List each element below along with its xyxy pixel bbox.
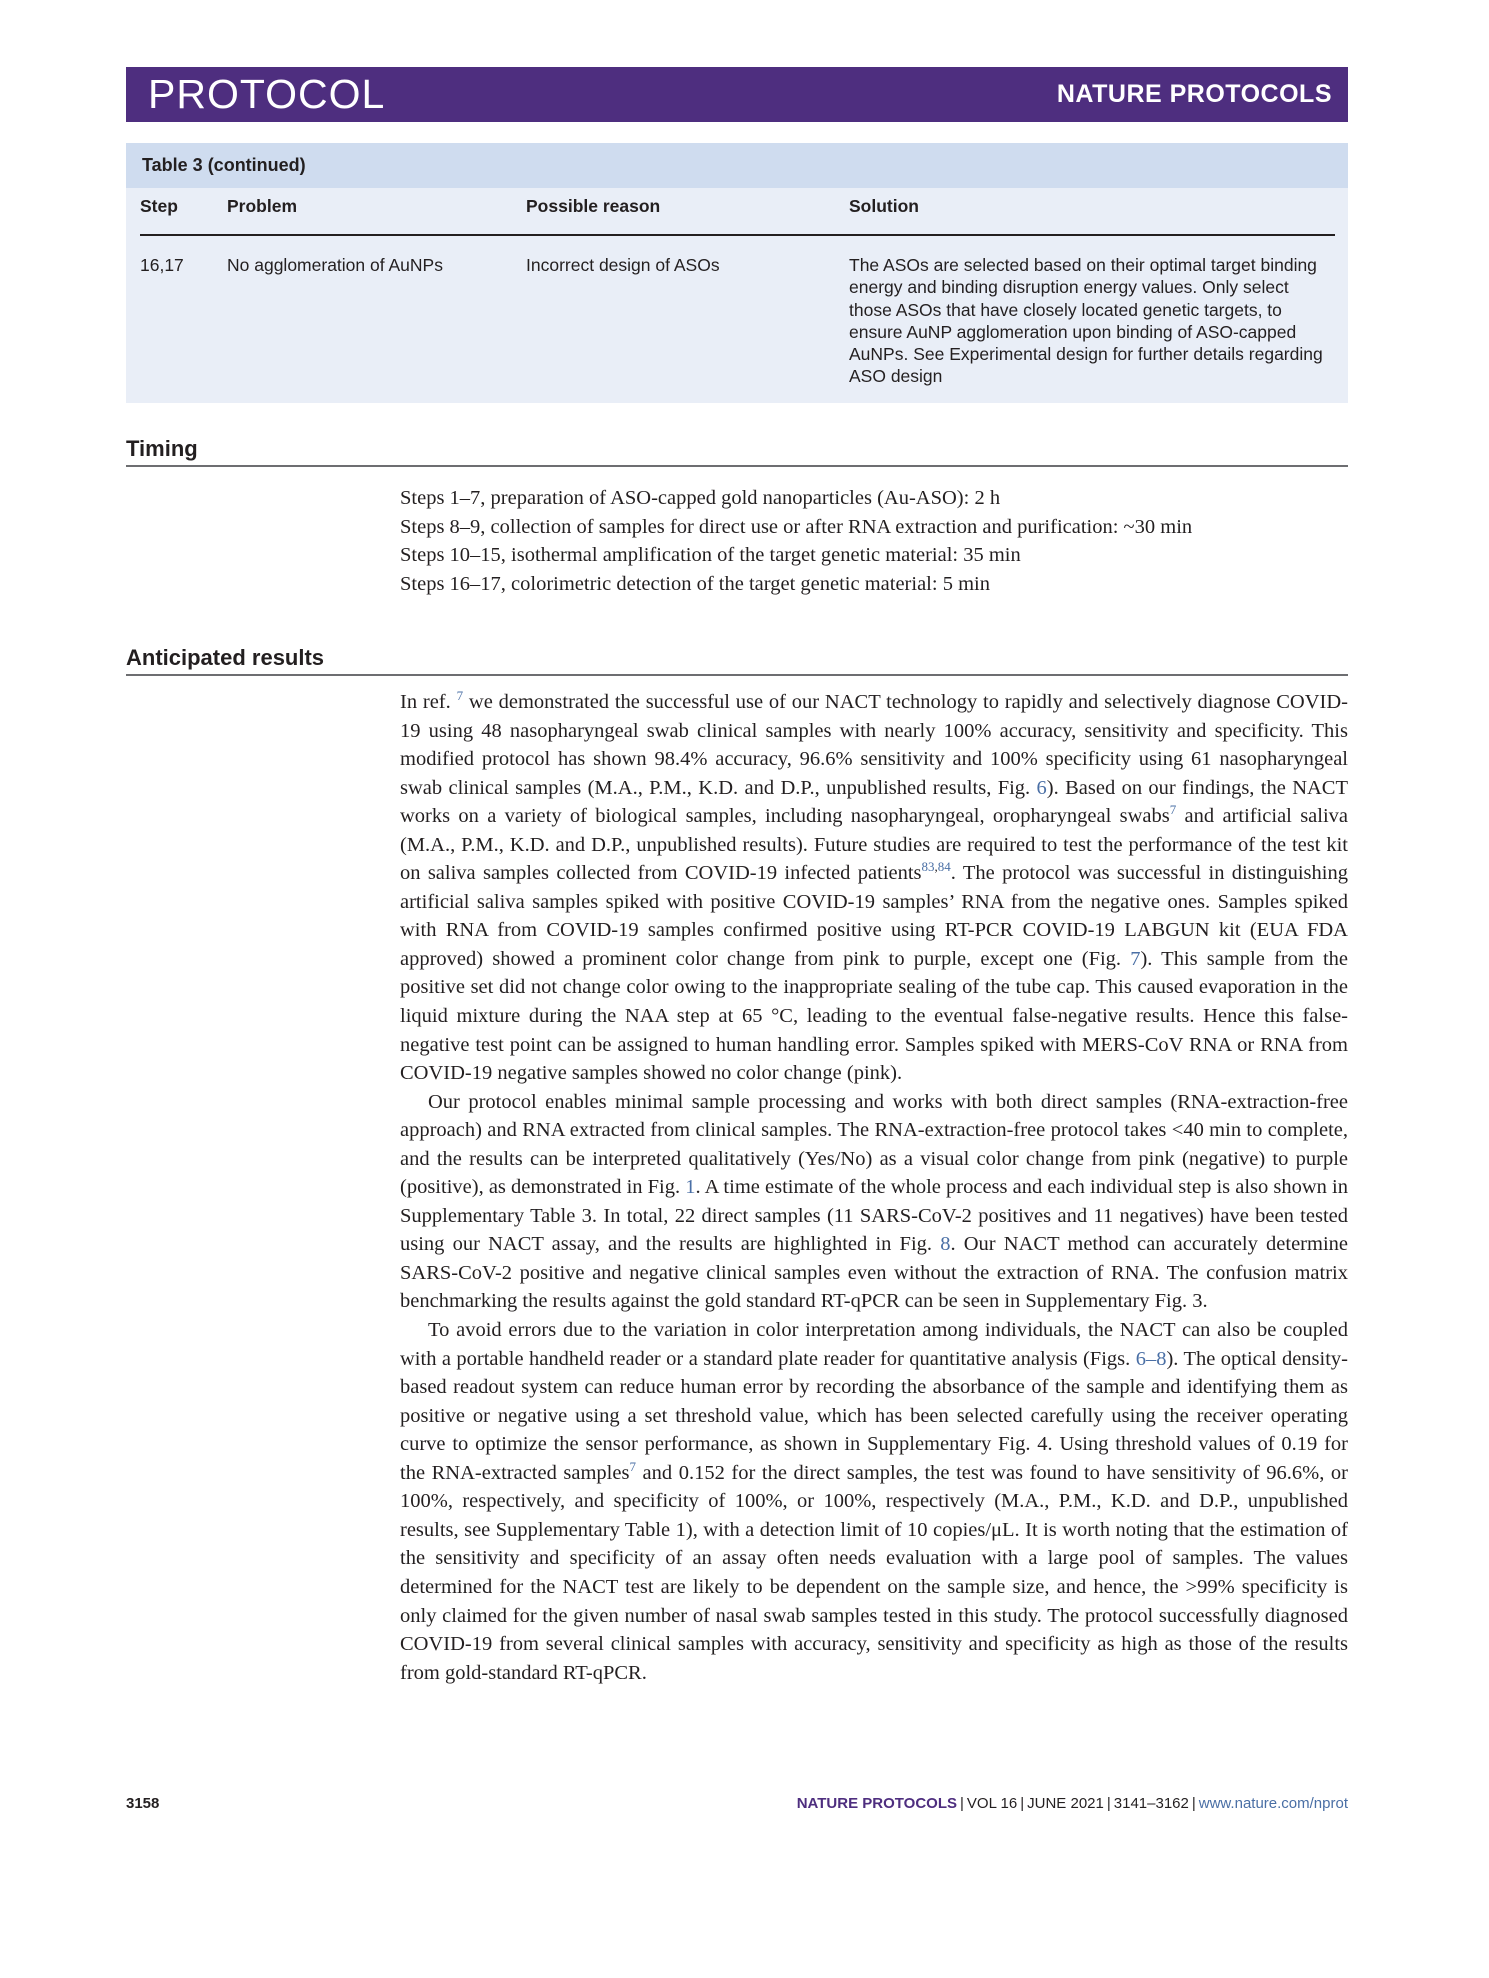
timing-heading: Timing [126,436,198,461]
citation-link[interactable]: 7 [456,688,464,704]
column-header-step: Step [140,196,178,216]
figure-link[interactable]: 1 [685,1176,696,1199]
figure-link[interactable]: 6–8 [1135,1347,1167,1370]
citation-link[interactable]: 7 [1169,802,1177,818]
running-footer: NATURE PROTOCOLS | VOL 16 | JUNE 2021 | 3141–3162 | www.nature.com/nprot [796,1795,1348,1812]
section-label: PROTOCOL [148,71,386,117]
footer-url[interactable]: www.nature.com/nprot [1198,1795,1348,1812]
table-caption: Table 3 (continued) [126,143,1348,188]
cell-solution: The ASOs are selected based on their optimal target binding energy and binding disruption energy values. Only select those ASOs that have closely located genetic targets, to ensure AuNP agglomeration upon binding of ASO-capped AuNPs. See Experimental design for further details regarding ASO design [849,255,1323,387]
figure-link[interactable]: 8 [940,1233,951,1256]
paragraph-3: To avoid errors due to the variation in color interpretation among individuals, the NACT can also be coupled with a portable handheld reader or a standard plate reader for quantitative analysis (Figs. 6–8). The optical density-based readout system can reduce human error by recording the absorbance of the sample and identifying them as positive or negative using a set threshold value, which has been selected carefully using the receiver operating curve to optimize the sensor performance, as shown in Supplementary Fig. 4. Using threshold values of 0.19 for the RNA-extracted samples$^7$ and 0.152 for the direct samples, the test was found to have sensitivity of 96.6%, or 100%, respectively, and specificity of 100%, or 100%, respectively (M.A., P.M., K.D. and D.P., unpublished results, see Supplementary Table 1), with a detection limit of 10 copies/μL. It is worth noting that the estimation of the sensitivity and specificity of an assay often needs evaluation with a large pool of samples. The values determined for the NACT test are likely to be dependent on the sample size, and hence, the >99% specificity is only claimed for the given number of nasal swab samples tested in this study. The protocol successfully diagnosed COVID-19 from several clinical samples with accuracy, sensitivity and specificity as high as those of the results from gold-standard RT-qPCR. [400,1319,1349,1684]
journal-name: NATURE PROTOCOLS [1056,80,1332,108]
results-rule [126,674,1348,676]
cell-reason: Incorrect design of ASOs [526,255,720,275]
footer-journal: NATURE PROTOCOLS [796,1795,958,1812]
timing-line: Steps 8–9, collection of samples for direct use or after RNA extraction and purification: ~30 min [400,515,1193,538]
timing-line: Steps 16–17, colorimetric detection of the target genetic material: 5 min [400,572,990,595]
cell-problem: No agglomeration of AuNPs [227,255,443,275]
paragraph-1: In ref. $^7$ we demonstrated the successful use of our NACT technology to rapidly and selectively diagnose COVID-19 using 48 nasopharyngeal swab clinical samples with nearly 100% accuracy, sensitivity and specificity. This modified protocol has shown 98.4% accuracy, 96.6% sensitivity and 100% specificity using 61 nasopharyngeal swab clinical samples (M.A., P.M., K.D. and D.P., unpublished results, Fig. 6). Based on our findings, the NACT works on a variety of biological samples, including nasopharyngeal, oropharyngeal swabs$^7$ and artificial saliva (M.A., P.M., K.D. and D.P., unpublished results). Future studies are required to test the performance of the test kit on saliva samples collected from COVID-19 infected patients$^{83,84}$. The protocol was successful in distinguishing artificial saliva samples spiked with positive COVID-19 samples’ RNA from the negative ones. Samples spiked with RNA from COVID-19 samples confirmed positive using RT-PCR COVID-19 LABGUN kit (EUA FDA approved) showed a prominent color change from pink to purple, except one (Fig. 7). This sample from the positive set did not change color owing to the inappropriate sealing of the tube cap. This caused evaporation in the liquid mixture during the NAA step at 65 °C, leading to the eventual false-negative results. Hence this false-negative test point can be assigned to human handling error. Samples spiked with MERS-CoV RNA or RNA from COVID-19 negative samples showed no color change (pink). [400,688,1349,1085]
footer-pages: 3141–3162 [1113,1795,1189,1812]
footer-volume: VOL 16 [966,1795,1018,1812]
column-header-problem: Problem [227,196,298,216]
figure-link[interactable]: 6 [1036,776,1047,799]
cell-step: 16,17 [140,255,184,275]
page-number: 3158 [126,1795,160,1812]
column-header-reason: Possible reason [526,196,661,216]
timing-line: Steps 1–7, preparation of ASO-capped gold nanoparticles (Au-ASO): 2 h [400,487,1001,509]
timing-rule [126,465,1348,467]
citation-link[interactable]: 84 [937,859,951,875]
running-header [126,67,1348,122]
results-heading: Anticipated results [126,645,325,670]
figure-link[interactable]: 7 [1130,947,1141,970]
timing-list [400,484,1192,598]
citation-link[interactable]: 83 [921,859,935,875]
results-body [400,688,1348,1687]
footer-date: JUNE 2021 [1027,1795,1104,1812]
citation-link[interactable]: 7 [629,1458,636,1474]
paragraph-2: Our protocol enables minimal sample processing and works with both direct samples (RNA-extraction-free approach) and RNA extracted from clinical samples. The RNA-extraction-free protocol takes <40 min to complete, and the results can be interpreted qualitatively (Yes/No) as a visual color change from pink (negative) to purple (positive), as demonstrated in Fig. 1. A time estimate of the whole process and each individual step is also shown in Supplementary Table 3. In total, 22 direct samples (11 SARS-CoV-2 positives and 11 negatives) have been tested using our NACT assay, and the results are highlighted in Fig. 8. Our NACT method can accurately determine SARS-CoV-2 positive and negative clinical samples even without the extraction of RNA. The confusion matrix benchmarking the results against the gold standard RT-qPCR can be seen in Supplementary Fig. 3. [400,1090,1348,1313]
table-header-rule [140,234,1335,236]
column-header-solution: Solution [849,196,919,216]
timing-line: Steps 10–15, isothermal amplification of the target genetic material: 35 min [400,544,1021,566]
